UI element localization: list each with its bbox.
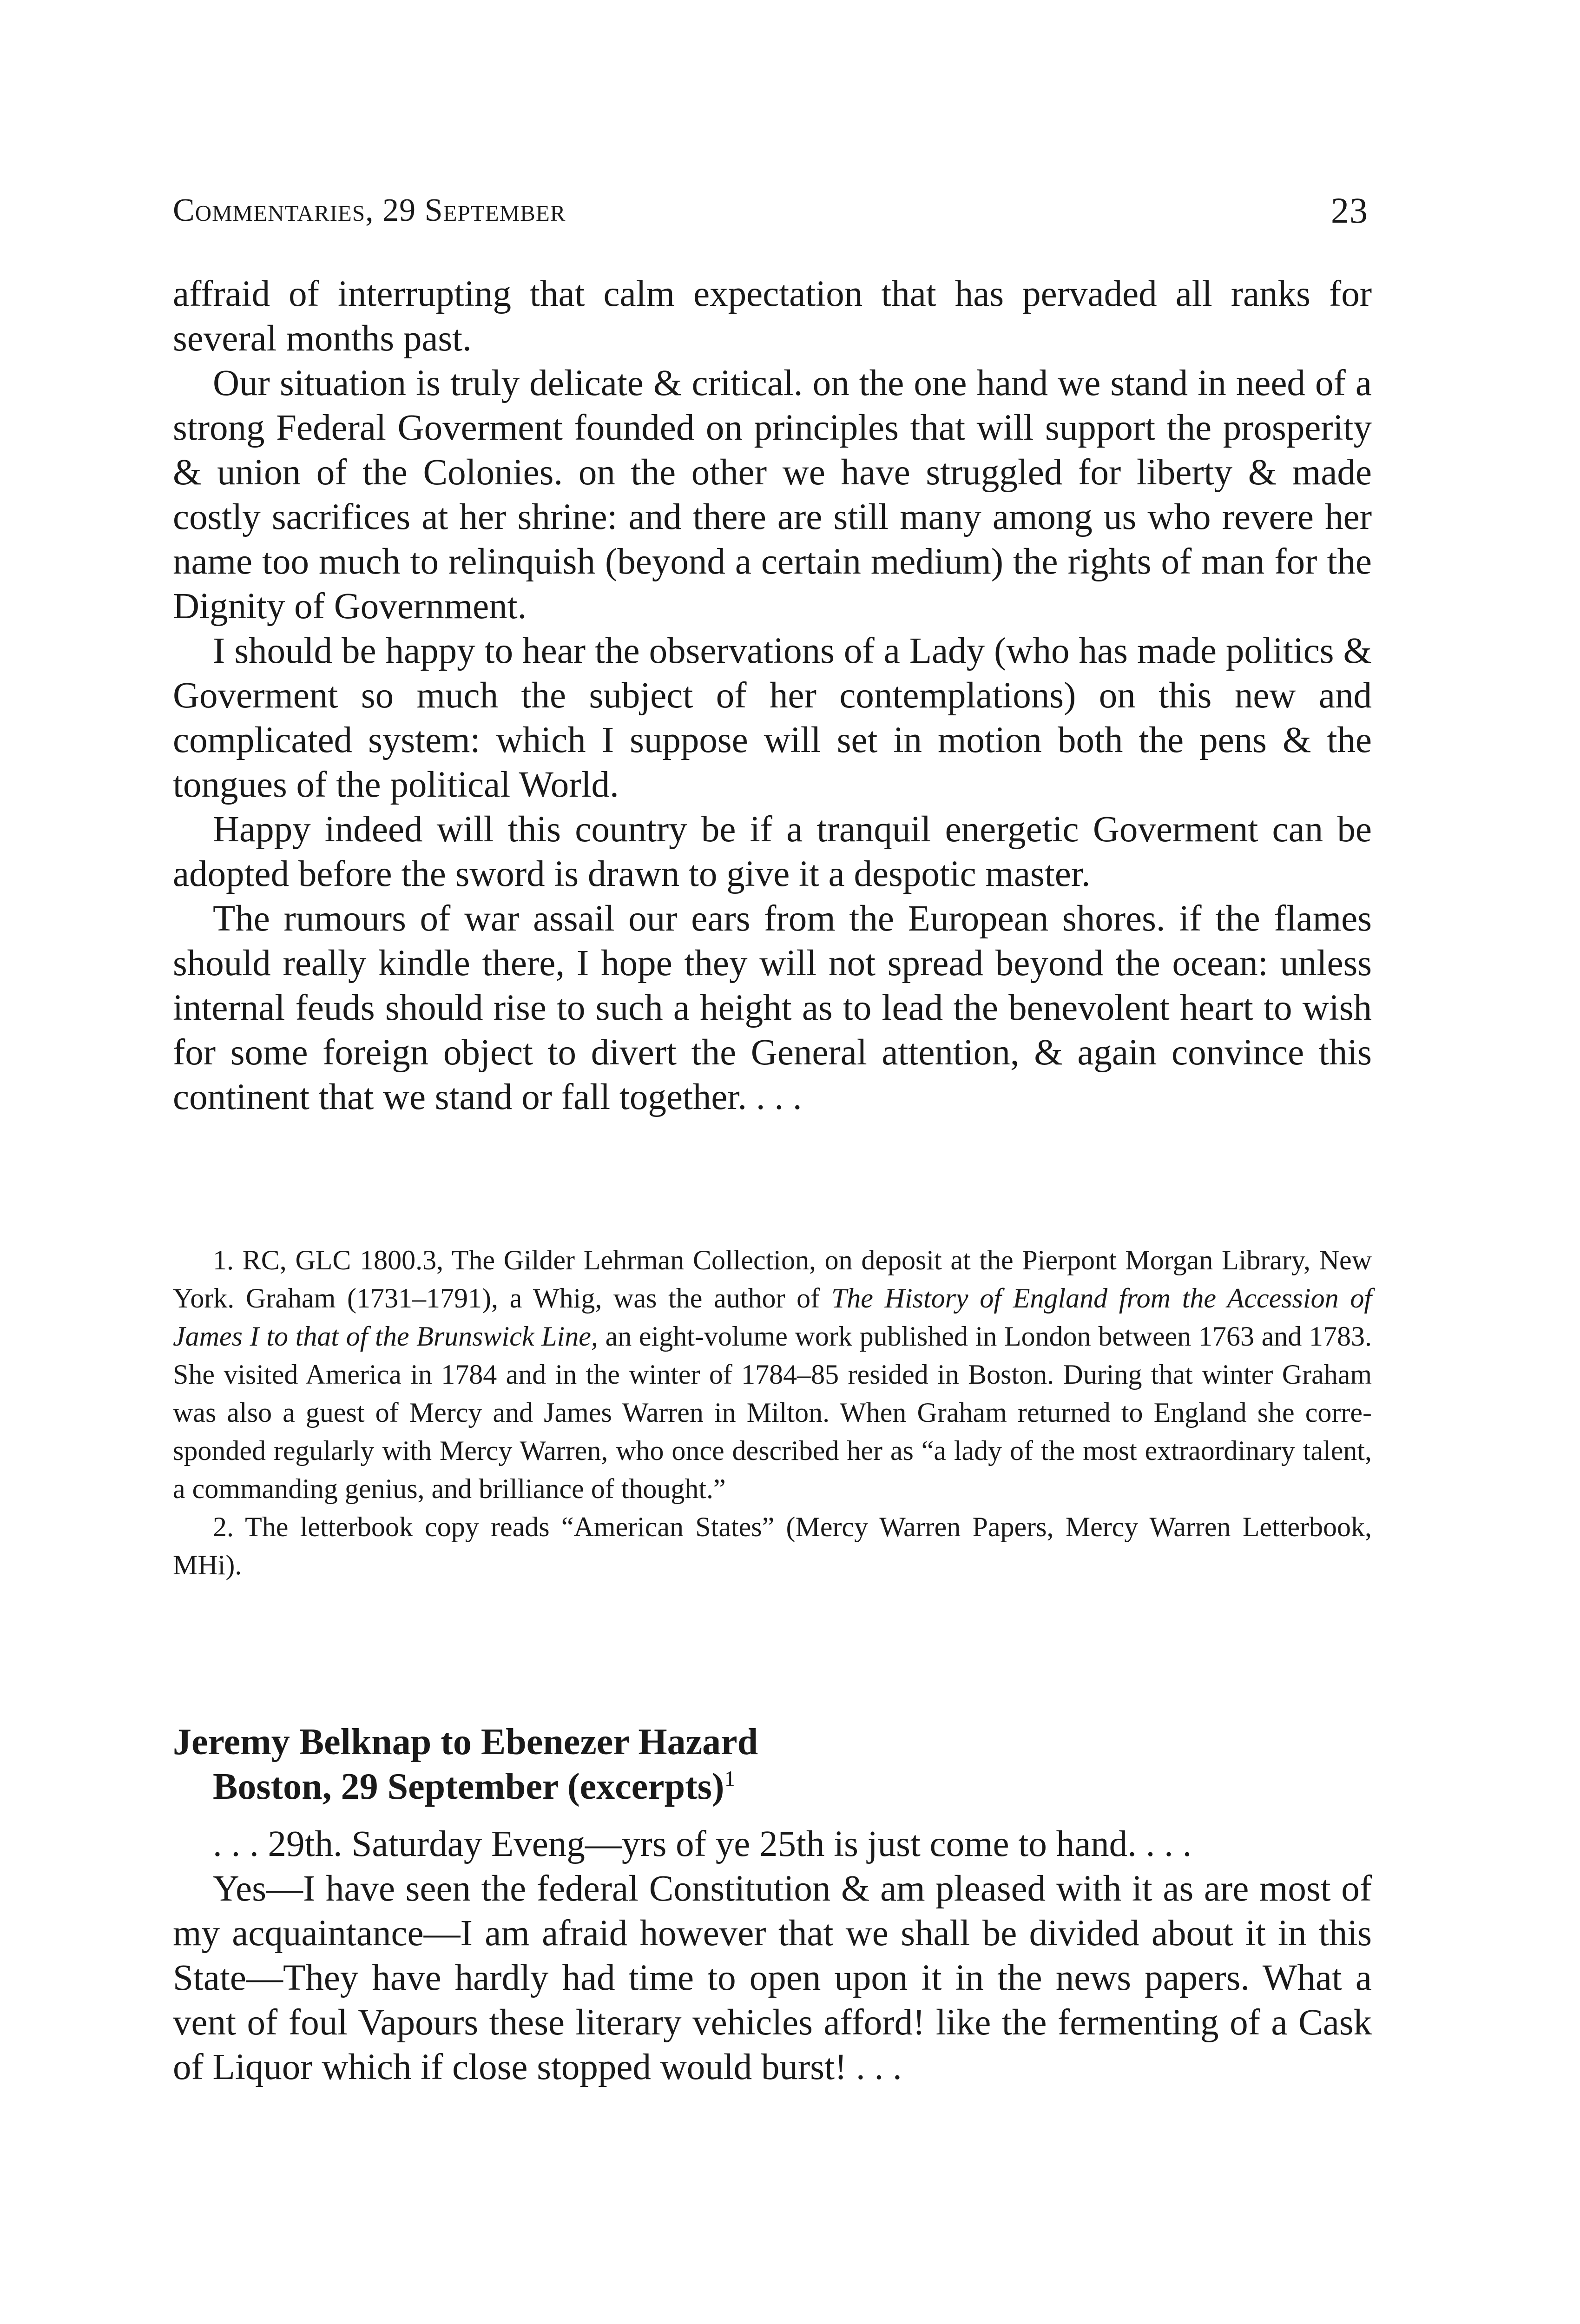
body-paragraph: Happy indeed will this country be if a tranquil energetic Goverment can be adopted before the sword is drawn to give it a despotic master. (173, 809, 1372, 894)
footnotes (173, 1241, 1372, 1584)
body-paragraph: Our situation is truly delicate & critical. on the one hand we stand in need of a strong Federal Goverment founded on principles that will support the prosperity & union of the Colonies. on the other we have struggled for liberty & made costly sacrifices at her shrine: and there are still many among us who revere her name too much to relinquish (beyond a certain medium) the rights of man for the Dignity of Government. (173, 363, 1372, 627)
letter-body (173, 272, 1372, 1120)
running-head (173, 185, 1368, 236)
footnote-1-text-cont: an eight-volume work published in London between 1763 and 1783. She visited America in 1784 and in the winter of 1784–85 resided in Boston. During that winter Graham was also a guest of Mercy and James Warren in Milton. When Graham returned to England she corresponded regularly with Mercy Warren, who once described her as “a lady of the most extraordinary talent, a commanding genius, and brilliance of thought.” (173, 1321, 1372, 1504)
footnote-1-book-title: The History of England from the Accession of James I to that of the Brunswick Line, (173, 1283, 1372, 1352)
heading-line-1: Jeremy Belknap to Ebenezer Hazard (173, 1722, 758, 1763)
body-paragraph: affraid of interrupting that calm expectation that has pervaded all ranks for several months past. (173, 274, 1372, 359)
page-number: 23 (1331, 190, 1368, 231)
heading-line-2 (173, 1764, 1372, 1809)
body-paragraph: I should be happy to hear the observations of a Lady (who has made politics & Goverment so much the subject of her contemplations) on this new and complicated system: which I suppose will set in motion both the pens & the tongues of the political World. (173, 631, 1372, 805)
heading-note-marker: 1 (724, 1766, 736, 1791)
section-heading (173, 1720, 1372, 1809)
section-body (173, 1822, 1372, 2090)
running-head-title: Commentaries, 29 September (173, 192, 566, 228)
footnote-1 (173, 1241, 1372, 1508)
footnote-2: 2. The letterbook copy reads “American States” (Mercy Warren Papers, Mercy Warren Letterbook, MHi). (173, 1512, 1372, 1580)
heading-line-2-text: Boston, 29 September (excerpts) (213, 1766, 724, 1807)
section-paragraph: . . . 29th. Saturday Eveng—yrs of ye 25th is just come to hand. . . . (213, 1824, 1192, 1864)
footnote-1-text: 1. RC, GLC 1800.3, The Gilder Lehrman Collection, on deposit at the Pierpont Morgan Library, New York. Graham (1731–1791), a Whig, was the author of (173, 1245, 1372, 1314)
section-paragraph: Yes—I have seen the federal Constitution & am pleased with it as are most of my acquaintance—I am afraid however that we shall be divided about it in this State—They have hardly had time to open upon it in the news papers. What a vent of foul Vapours these literary vehicles afford! like the fermenting of a Cask of Liquor which if close stopped would burst! . . . (173, 1868, 1372, 2087)
body-paragraph: The rumours of war assail our ears from the European shores. if the flames should really kindle there, I hope they will not spread beyond the ocean: unless internal feuds should rise to such a height as to lead the benevolent heart to wish for some foreign object to divert the General attention, & again convince this continent that we stand or fall together. . . . (173, 898, 1372, 1117)
